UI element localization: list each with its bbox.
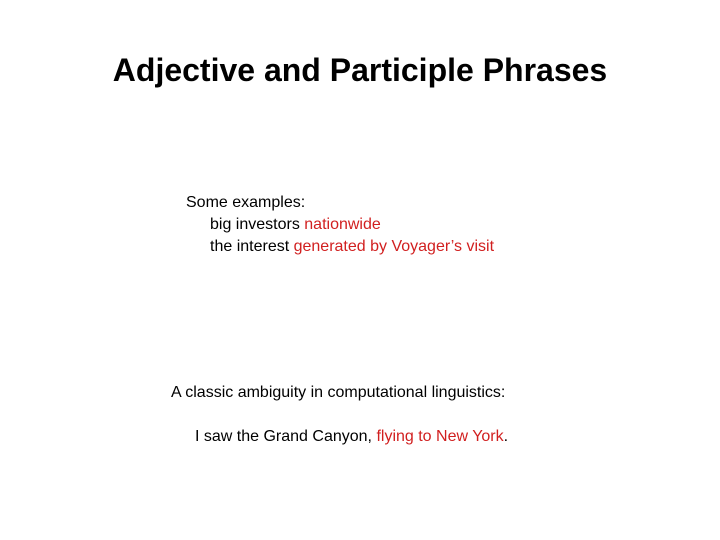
example-1 (186, 214, 494, 236)
example-1-highlight: nationwide (304, 216, 381, 233)
example-2-highlight: generated by Voyager’s visit (293, 238, 495, 255)
ambiguity-label: A classic ambiguity in computational linguistics: (171, 384, 506, 401)
slide-title: Adjective and Participle Phrases (112, 52, 608, 88)
ambiguity-sentence-end: . (503, 428, 509, 445)
ambiguity-sentence (195, 426, 508, 448)
ambiguity-sentence-text: I saw the Grand Canyon, (195, 428, 377, 445)
example-2-text: the interest (210, 238, 294, 255)
ambiguity-sentence-highlight: flying to New York (376, 428, 504, 445)
examples-block (186, 192, 494, 258)
example-2 (186, 236, 494, 258)
example-1-text: big investors (210, 216, 305, 233)
examples-heading: Some examples: (186, 194, 306, 211)
